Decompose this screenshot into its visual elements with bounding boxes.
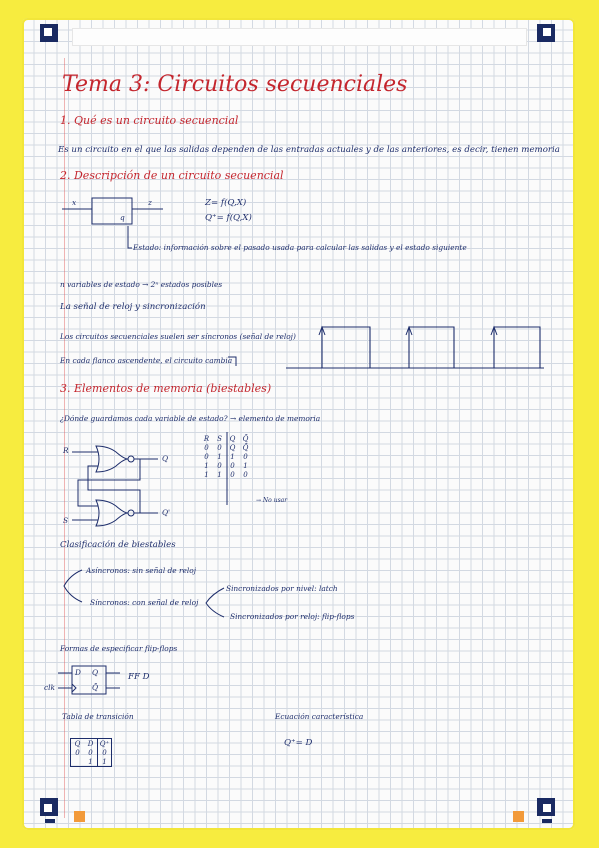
transition-table bbox=[70, 738, 112, 767]
transition-header: Q⁺ bbox=[98, 739, 112, 749]
truth-header: Q bbox=[229, 434, 236, 443]
sync-label: Síncronos: con señal de reloj bbox=[90, 598, 199, 607]
classification-heading: Clasificación de biestables bbox=[60, 540, 176, 550]
truth-cell: 0 bbox=[217, 443, 222, 452]
truth-cell: 1 bbox=[230, 452, 235, 461]
transition-cell: 1 bbox=[98, 757, 112, 767]
state-label: q bbox=[120, 213, 125, 222]
transition-cell bbox=[71, 757, 85, 767]
truth-cell: 1 bbox=[217, 452, 222, 461]
section-3-heading: 3. Elementos de memoria (biestables) bbox=[60, 382, 272, 395]
clock-text: Los circuitos secuenciales suelen ser síncronos (señal de reloj) bbox=[60, 332, 296, 341]
transition-title: Tabla de transición bbox=[62, 712, 134, 721]
truth-cell: 1 bbox=[204, 461, 209, 470]
state-note: Estado: información sobre el pasado usada para calcular las salidas y el estado siguiente bbox=[133, 243, 467, 252]
truth-header: R bbox=[203, 434, 210, 443]
truth-cell: Q̄ bbox=[242, 443, 249, 452]
level-sync-label: Sincronizados por nivel: latch bbox=[226, 584, 338, 593]
truth-cell: 0 bbox=[243, 470, 248, 479]
next-state-equation: Q⁺= f(Q,X) bbox=[205, 213, 252, 223]
ff-type-label: FF D bbox=[128, 672, 150, 682]
output-label: z bbox=[148, 198, 152, 207]
q-output-label: Q bbox=[162, 454, 169, 463]
section-2-heading: 2. Descripción de un circuito secuencial bbox=[60, 169, 284, 182]
transition-cell: 0 bbox=[75, 748, 80, 757]
truth-cell: 0 bbox=[217, 461, 222, 470]
truth-cell: 0 bbox=[243, 452, 248, 461]
transition-header: Q bbox=[74, 739, 81, 748]
async-label: Asíncronos: sin señal de reloj bbox=[86, 566, 196, 575]
transition-cell: 0 bbox=[98, 748, 112, 757]
clock-heading: La señal de reloj y sincronización bbox=[60, 302, 206, 312]
memory-question: ¿Dónde guardamos cada variable de estado? → elemento de memoria bbox=[60, 414, 321, 423]
ff-d-input: D bbox=[75, 668, 81, 677]
characteristic-equation: Q⁺= D bbox=[284, 738, 313, 748]
page-title: Tema 3: Circuitos secuenciales bbox=[62, 72, 408, 97]
transition-cell: 0 bbox=[88, 748, 93, 757]
section-1-heading: 1. Qué es un circuito secuencial bbox=[60, 114, 239, 127]
ff-q-output: Q bbox=[92, 668, 99, 677]
truth-cell: 0 bbox=[204, 443, 209, 452]
input-label: x bbox=[72, 198, 77, 207]
states-note: n variables de estado → 2ⁿ estados posibles bbox=[60, 280, 223, 289]
truth-header: S bbox=[217, 434, 222, 443]
output-equation: Z= f(Q,X) bbox=[205, 198, 247, 208]
edge-text: En cada flanco ascendente, el circuito cambia bbox=[60, 356, 233, 365]
truth-cell: Q bbox=[229, 443, 236, 452]
qn-output-label: Q' bbox=[162, 508, 171, 517]
truth-header: Q̄ bbox=[242, 434, 249, 443]
ff-qn-output: Q̄ bbox=[92, 683, 99, 692]
truth-cell: 0 bbox=[230, 470, 235, 479]
truth-cell: 1 bbox=[243, 461, 248, 470]
truth-cell: 0 bbox=[230, 461, 235, 470]
ff-clk-label: clk bbox=[44, 683, 55, 692]
truth-note: → No usar bbox=[256, 497, 288, 504]
r-input-label: R bbox=[63, 446, 69, 455]
transition-header: D bbox=[87, 739, 94, 748]
section-1-text: Es un circuito en el que las salidas dependen de las entradas actuales y de las anteriores, es decir, tienen memoria bbox=[58, 145, 560, 155]
s-input-label: S bbox=[63, 516, 69, 525]
transition-cell: 1 bbox=[88, 757, 93, 766]
truth-cell: 0 bbox=[204, 452, 209, 461]
equation-title: Ecuación característica bbox=[275, 712, 364, 721]
truth-cell: 1 bbox=[204, 470, 209, 479]
truth-cell: 1 bbox=[217, 470, 222, 479]
ff-heading: Formas de especificar flip-flops bbox=[60, 644, 178, 653]
edge-sync-label: Sincronizados por reloj: flip-flops bbox=[230, 612, 355, 621]
